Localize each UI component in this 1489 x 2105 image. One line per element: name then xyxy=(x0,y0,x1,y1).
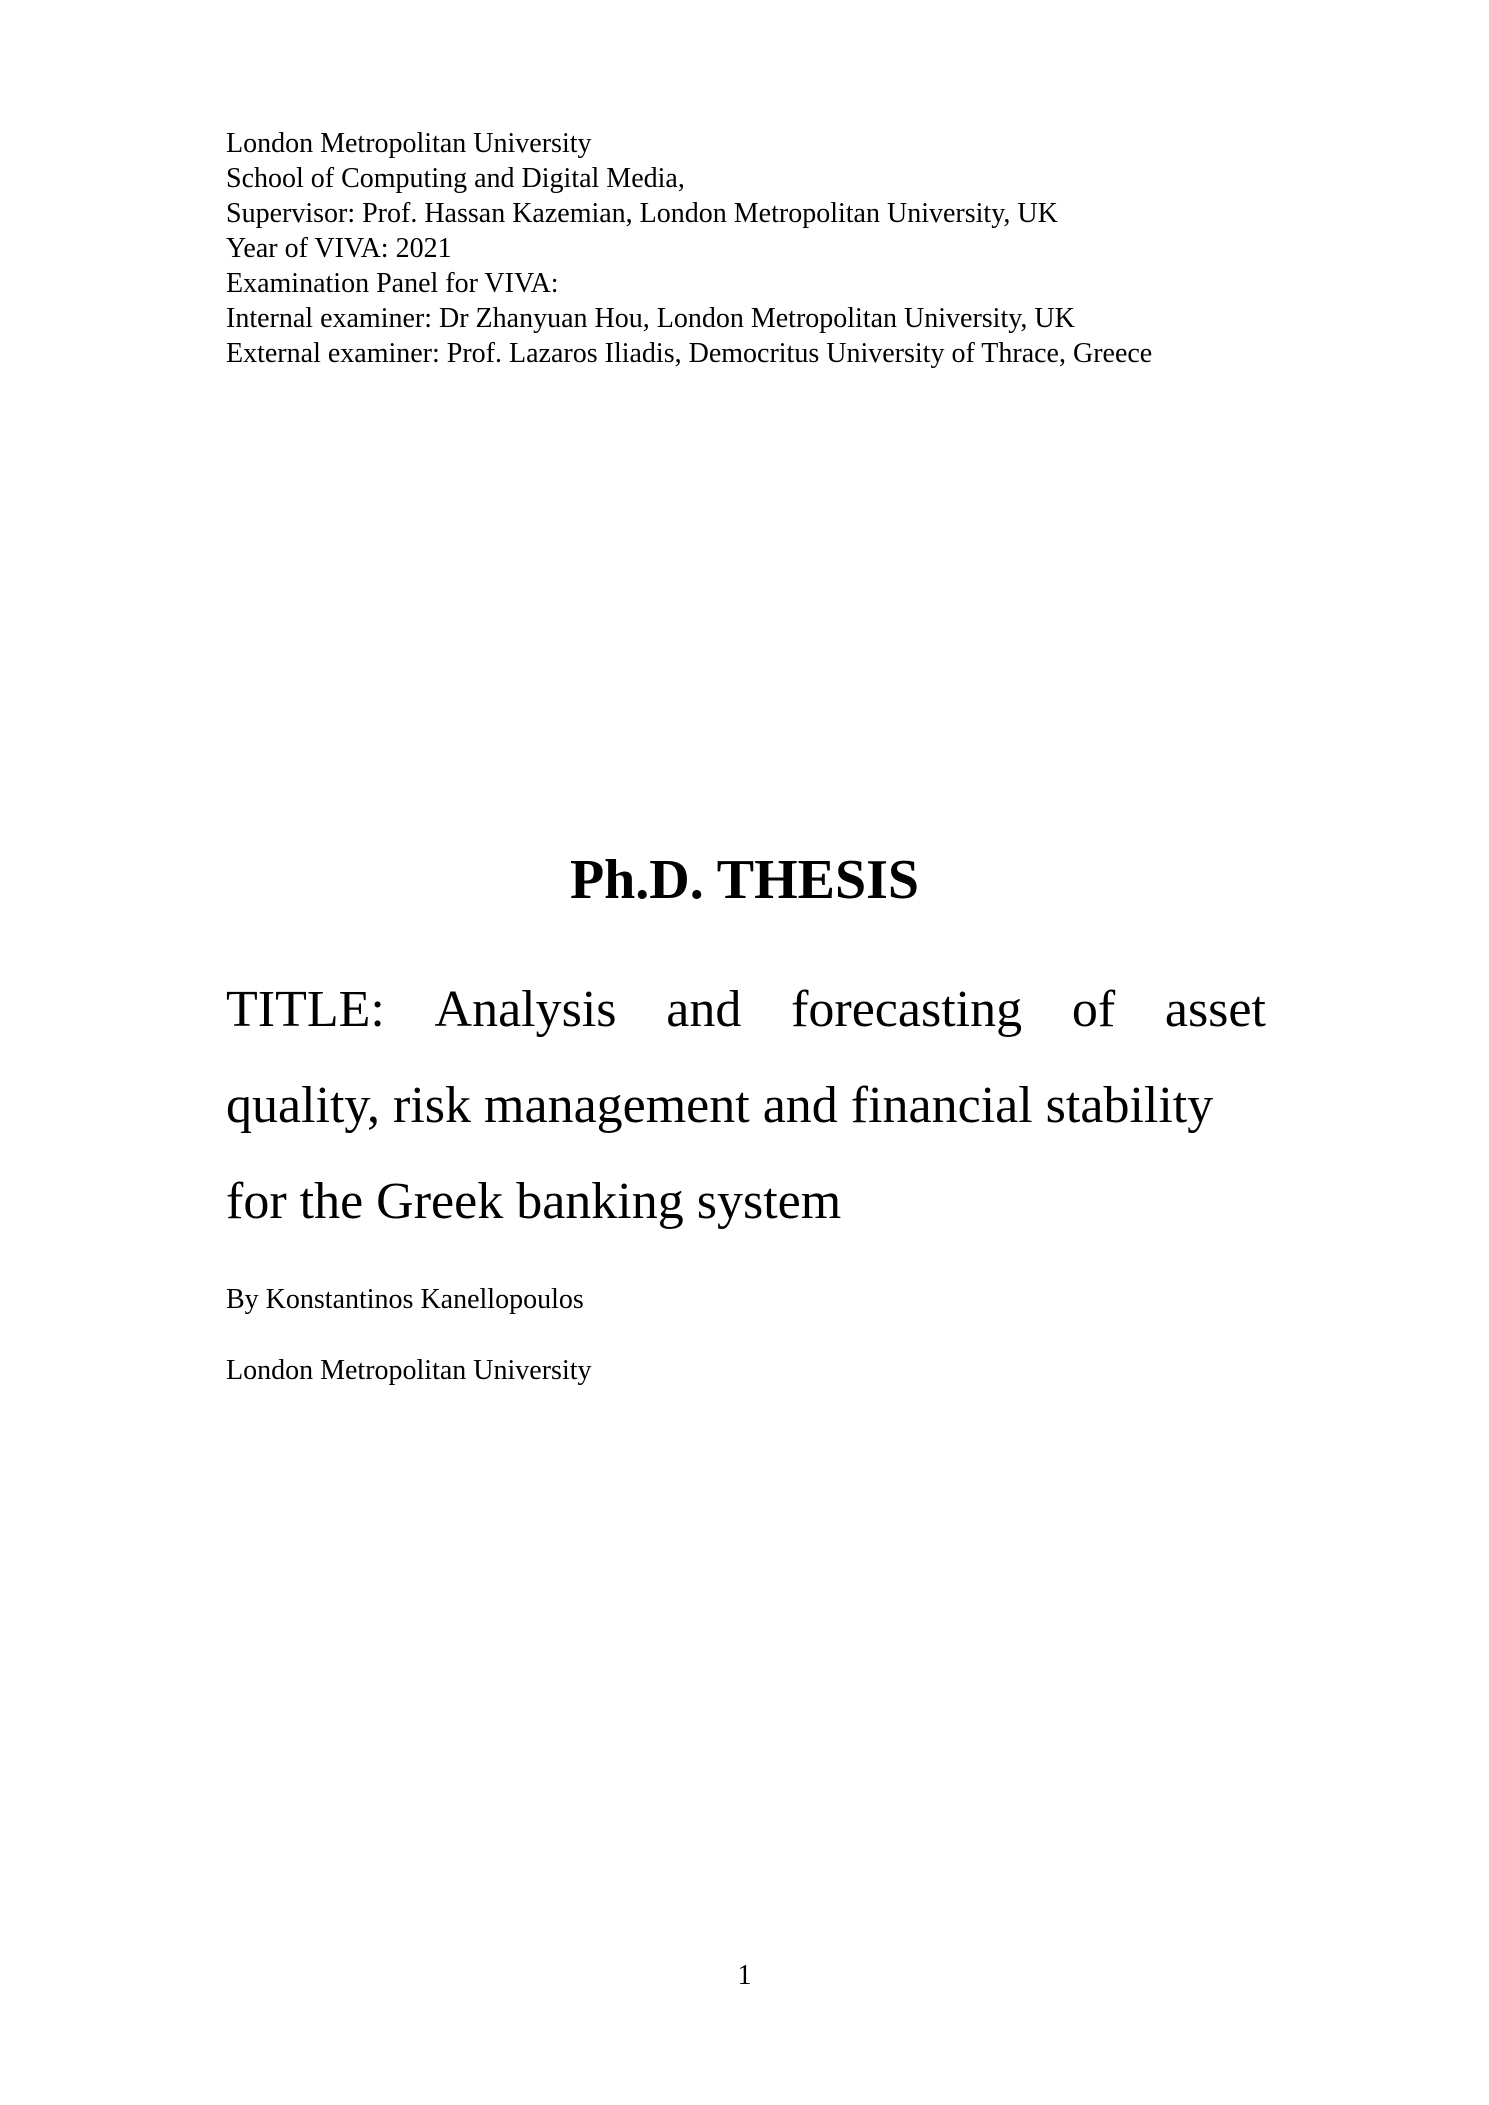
title-word: and xyxy=(666,981,742,1038)
title-word: asset xyxy=(1164,981,1266,1038)
header-university: London Metropolitan University xyxy=(226,128,592,159)
title-word: TITLE: xyxy=(226,981,385,1038)
header-viva-year: Year of VIVA: 2021 xyxy=(226,233,452,264)
institution-line: London Metropolitan University xyxy=(226,1355,592,1386)
header-supervisor: Supervisor: Prof. Hassan Kazemian, London Metropolitan University, UK xyxy=(226,198,1058,229)
header-external-examiner: External examiner: Prof. Lazaros Iliadis, Democritus University of Thrace, Greece xyxy=(226,338,1153,369)
title-word: of xyxy=(1071,981,1116,1038)
thesis-title xyxy=(226,962,1266,1250)
author-line: By Konstantinos Kanellopoulos xyxy=(226,1284,584,1315)
title-line-3: for the Greek banking system xyxy=(226,1173,842,1230)
header-internal-examiner: Internal examiner: Dr Zhanyuan Hou, London Metropolitan University, UK xyxy=(226,303,1075,334)
header-block xyxy=(226,126,1326,371)
header-examination-panel: Examination Panel for VIVA: xyxy=(226,268,559,299)
title-word: forecasting xyxy=(791,981,1023,1038)
thesis-heading: Ph.D. THESIS xyxy=(569,849,920,911)
title-line-2: quality, risk management and financial stability xyxy=(226,1077,1214,1134)
header-school: School of Computing and Digital Media, xyxy=(226,163,685,194)
page-number: 1 xyxy=(737,1960,752,1991)
title-line-1 xyxy=(226,962,1266,1058)
title-word: Analysis xyxy=(434,981,617,1038)
